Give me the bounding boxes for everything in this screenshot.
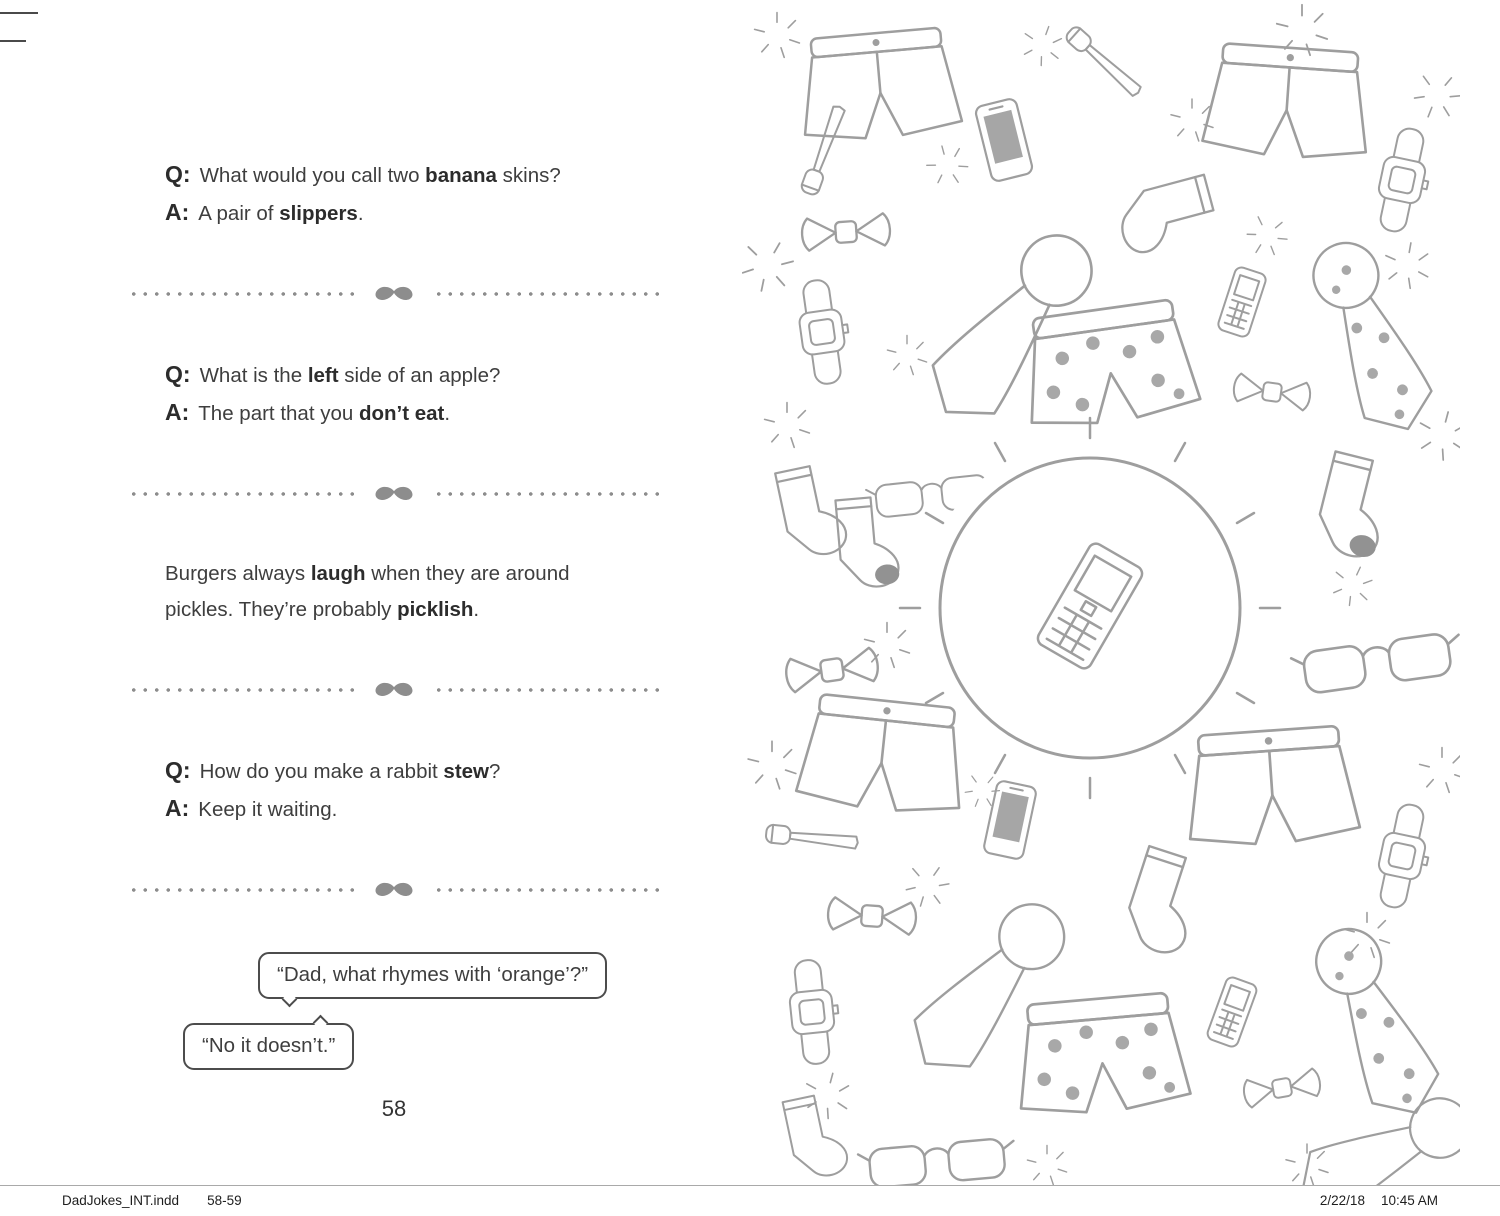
- mustache-divider: [128, 286, 660, 302]
- dotted-line: [128, 292, 355, 296]
- left-page: [128, 0, 660, 1185]
- sock-icon: [1119, 846, 1208, 958]
- right-page-illustration: [742, 0, 1460, 1185]
- mustache-divider: [128, 882, 660, 898]
- crop-mark: [0, 40, 26, 42]
- speech-bubble-tail: [313, 1015, 329, 1031]
- speech-bubble: [183, 1023, 354, 1070]
- page-number: 58: [381, 1096, 407, 1121]
- joke-text: A pair of slippers.: [198, 202, 364, 225]
- razor-icon: [1064, 25, 1144, 100]
- speech-bubble-tail: [282, 992, 298, 1008]
- mustache-icon: [371, 486, 417, 502]
- joke-text: What is the left side of an apple?: [199, 364, 501, 387]
- footer-rule: [0, 1185, 1500, 1186]
- joke-text: Keep it waiting.: [198, 798, 338, 821]
- jokes-list: [128, 0, 660, 1070]
- mustache-icon: [371, 682, 417, 698]
- joke-line: [165, 156, 617, 194]
- necktie-icon: [898, 889, 1080, 1087]
- center-circle: [940, 458, 1240, 758]
- footer-right: [1320, 1193, 1438, 1208]
- qa-prefix: Q:: [165, 361, 191, 387]
- dotted-line: [433, 688, 660, 692]
- joke-line: [165, 394, 617, 432]
- razor-icon: [765, 824, 858, 852]
- joke-text: Burgers always laugh when they are around pickles. They’re probably picklish.: [165, 562, 570, 621]
- speech-bubble: [258, 952, 607, 999]
- joke-line: [165, 752, 617, 790]
- feature-phone-icon: [1206, 976, 1259, 1049]
- polka-dot-necktie-icon: [1300, 232, 1441, 443]
- menswear-doodle-pattern: [742, 0, 1460, 1185]
- boxer-shorts-icon: [1183, 725, 1361, 849]
- qa-prefix: A:: [165, 795, 190, 821]
- speech-bubble-text: “No it doesn’t.”: [202, 1034, 336, 1057]
- proof-footer: [62, 1193, 1438, 1208]
- footer-left: [62, 1193, 242, 1208]
- necktie-icon: [1288, 1086, 1460, 1185]
- eyeglasses-icon: [858, 1137, 1017, 1185]
- joke-line: [165, 356, 617, 394]
- wristwatch-icon: [1371, 125, 1439, 236]
- bow-tie-icon: [801, 213, 891, 251]
- polka-dot-boxer-shorts-icon: [1012, 991, 1191, 1117]
- polka-dot-boxer-shorts-icon: [1018, 297, 1202, 432]
- dotted-line: [128, 888, 355, 892]
- speech-bubble-wrap: [183, 1023, 660, 1070]
- boxer-shorts-icon: [1202, 42, 1373, 161]
- speech-bubble-text: “Dad, what rhymes with ‘orange’?”: [277, 963, 589, 986]
- joke-block: [165, 556, 617, 628]
- boxer-shorts-icon: [797, 26, 963, 143]
- dotted-line: [433, 292, 660, 296]
- smartphone-icon: [983, 780, 1037, 860]
- dotted-line: [433, 492, 660, 496]
- qa-prefix: Q:: [165, 161, 191, 187]
- sock-icon: [1114, 175, 1220, 257]
- center-medallion: [900, 418, 1280, 798]
- mustache-icon: [371, 286, 417, 302]
- dotted-line: [128, 688, 355, 692]
- mustache-divider: [128, 486, 660, 502]
- eyeglasses-icon: [1291, 631, 1460, 696]
- wristwatch-icon: [786, 958, 844, 1066]
- feature-phone-icon: [1217, 266, 1268, 339]
- qa-prefix: A:: [165, 199, 190, 225]
- joke-block: [165, 156, 617, 232]
- joke-line: [165, 556, 617, 628]
- wristwatch-icon: [1371, 801, 1439, 912]
- bow-tie-icon: [1242, 1068, 1322, 1109]
- joke-text: What would you call two banana skins?: [199, 164, 561, 187]
- joke-block: [165, 356, 617, 432]
- dotted-line: [128, 492, 355, 496]
- qa-prefix: Q:: [165, 757, 191, 783]
- polka-dot-necktie-icon: [1303, 917, 1449, 1127]
- qa-prefix: A:: [165, 399, 190, 425]
- mustache-divider: [128, 682, 660, 698]
- footer-filename: DadJokes_INT.indd: [62, 1193, 180, 1208]
- bow-tie-icon: [1232, 373, 1312, 411]
- smartphone-icon: [974, 98, 1033, 183]
- joke-line: [165, 194, 617, 232]
- joke-text: The part that you don’t eat.: [198, 402, 451, 425]
- joke-text: How do you make a rabbit stew?: [199, 760, 501, 783]
- crop-mark: [0, 12, 38, 14]
- wristwatch-icon: [794, 277, 855, 387]
- footer-pages: 58-59: [207, 1193, 242, 1208]
- sock-icon: [1312, 451, 1396, 561]
- mustache-icon: [371, 882, 417, 898]
- joke-line: [165, 790, 617, 828]
- joke-block: [165, 752, 617, 828]
- dotted-line: [433, 888, 660, 892]
- bow-tie-icon: [784, 647, 880, 693]
- bow-tie-icon: [827, 897, 917, 935]
- speech-bubble-wrap: [258, 952, 660, 999]
- footer-date: 2/22/18: [1319, 1193, 1365, 1208]
- footer-time: 10:45 AM: [1380, 1193, 1438, 1208]
- boxer-shorts-icon: [795, 693, 969, 817]
